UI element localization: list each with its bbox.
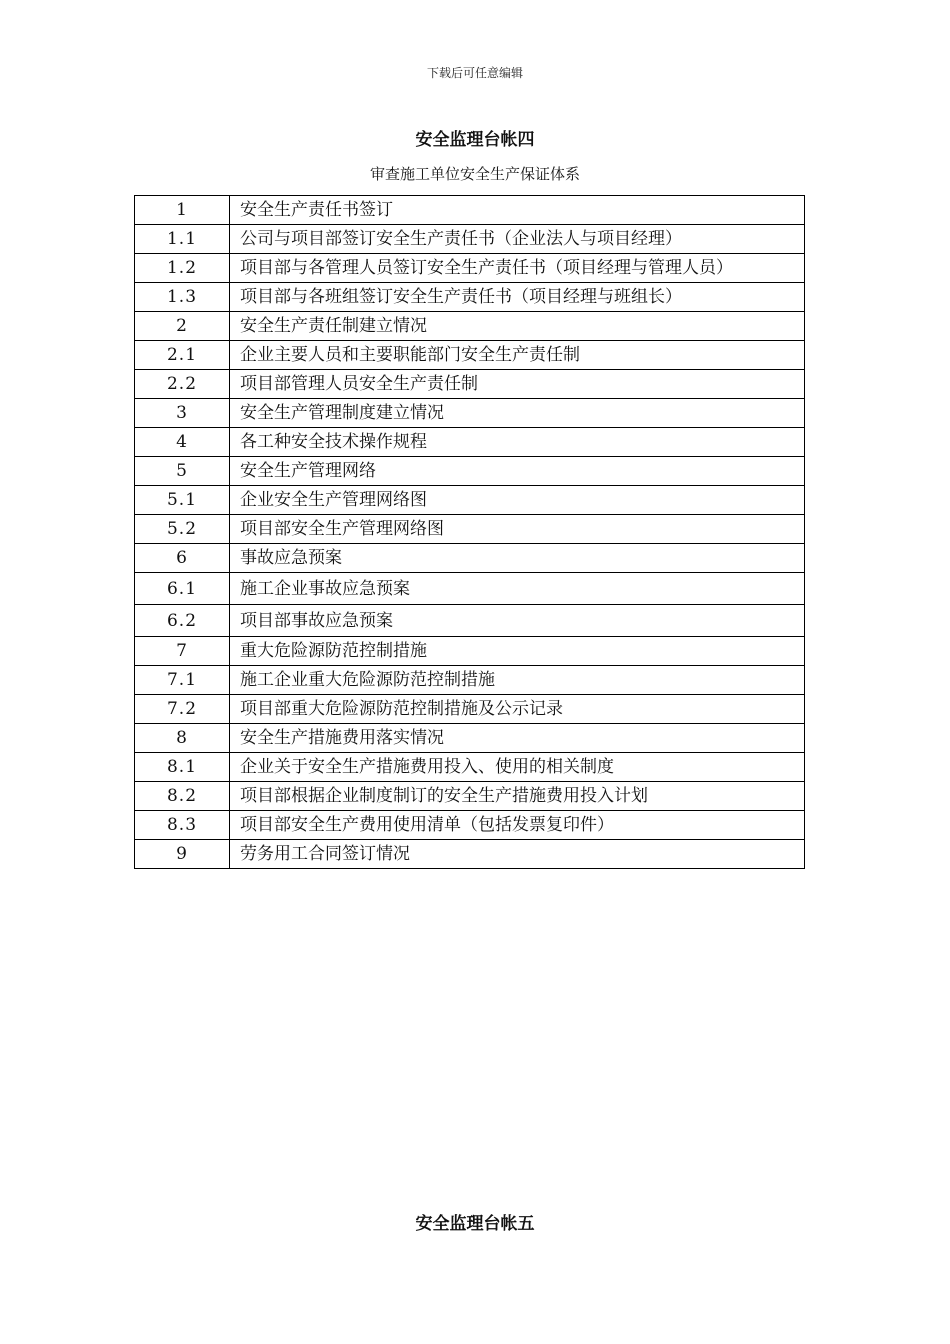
table-row <box>135 486 805 515</box>
table-row <box>135 428 805 457</box>
ledger-4-title: 安全监理台帐四 <box>415 130 535 150</box>
row-number: 9 <box>135 840 230 869</box>
row-number: 4 <box>135 428 230 457</box>
row-number: 3 <box>135 399 230 428</box>
table-row <box>135 457 805 486</box>
row-item: 事故应急预案 <box>230 544 805 573</box>
table-row <box>135 515 805 544</box>
table-row <box>135 840 805 869</box>
table-row <box>135 370 805 399</box>
row-item: 项目部与各班组签订安全生产责任书（项目经理与班组长） <box>230 283 805 312</box>
row-number: 8 <box>135 724 230 753</box>
row-number: 7.2 <box>135 695 230 724</box>
row-number: 6.2 <box>135 605 230 637</box>
ledger-4-subtitle: 审查施工单位安全生产保证体系 <box>369 165 580 183</box>
row-number: 1.3 <box>135 283 230 312</box>
row-item: 企业安全生产管理网络图 <box>230 486 805 515</box>
safety-system-table <box>134 195 805 869</box>
table-row <box>135 196 805 225</box>
table-row <box>135 811 805 840</box>
ledger-5-title: 安全监理台帐五 <box>415 1214 535 1234</box>
row-number: 8.2 <box>135 782 230 811</box>
table-row <box>135 637 805 666</box>
row-number: 5.2 <box>135 515 230 544</box>
table-row <box>135 283 805 312</box>
row-item: 项目部根据企业制度制订的安全生产措施费用投入计划 <box>230 782 805 811</box>
row-item: 公司与项目部签订安全生产责任书（企业法人与项目经理） <box>230 225 805 254</box>
row-number: 1.2 <box>135 254 230 283</box>
row-item: 重大危险源防范控制措施 <box>230 637 805 666</box>
table-row <box>135 753 805 782</box>
row-number: 8.3 <box>135 811 230 840</box>
row-item: 项目部管理人员安全生产责任制 <box>230 370 805 399</box>
table-row <box>135 695 805 724</box>
table-row <box>135 254 805 283</box>
row-item: 施工企业事故应急预案 <box>230 573 805 605</box>
row-number: 2.1 <box>135 341 230 370</box>
row-number: 8.1 <box>135 753 230 782</box>
row-number: 5.1 <box>135 486 230 515</box>
table-row <box>135 341 805 370</box>
table-row <box>135 312 805 341</box>
row-item: 企业主要人员和主要职能部门安全生产责任制 <box>230 341 805 370</box>
row-item: 安全生产措施费用落实情况 <box>230 724 805 753</box>
row-item: 安全生产责任制建立情况 <box>230 312 805 341</box>
row-item: 项目部重大危险源防范控制措施及公示记录 <box>230 695 805 724</box>
table-row <box>135 782 805 811</box>
row-item: 项目部事故应急预案 <box>230 605 805 637</box>
row-item: 劳务用工合同签订情况 <box>230 840 805 869</box>
row-number: 2.2 <box>135 370 230 399</box>
row-number: 1.1 <box>135 225 230 254</box>
row-item: 安全生产管理网络 <box>230 457 805 486</box>
row-item: 安全生产责任书签订 <box>230 196 805 225</box>
row-item: 项目部与各管理人员签订安全生产责任书（项目经理与管理人员） <box>230 254 805 283</box>
table-row <box>135 666 805 695</box>
table-row <box>135 605 805 637</box>
table-row <box>135 544 805 573</box>
row-item: 企业关于安全生产措施费用投入、使用的相关制度 <box>230 753 805 782</box>
row-item: 施工企业重大危险源防范控制措施 <box>230 666 805 695</box>
table-row <box>135 724 805 753</box>
row-number: 6 <box>135 544 230 573</box>
row-number: 2 <box>135 312 230 341</box>
row-item: 项目部安全生产费用使用清单（包括发票复印件） <box>230 811 805 840</box>
table-row <box>135 399 805 428</box>
row-number: 5 <box>135 457 230 486</box>
page-header-note: 下载后可任意编辑 <box>426 66 523 80</box>
row-item: 安全生产管理制度建立情况 <box>230 399 805 428</box>
row-number: 6.1 <box>135 573 230 605</box>
row-item: 项目部安全生产管理网络图 <box>230 515 805 544</box>
row-number: 7 <box>135 637 230 666</box>
row-number: 1 <box>135 196 230 225</box>
row-item: 各工种安全技术操作规程 <box>230 428 805 457</box>
row-number: 7.1 <box>135 666 230 695</box>
table-row <box>135 573 805 605</box>
table-row <box>135 225 805 254</box>
